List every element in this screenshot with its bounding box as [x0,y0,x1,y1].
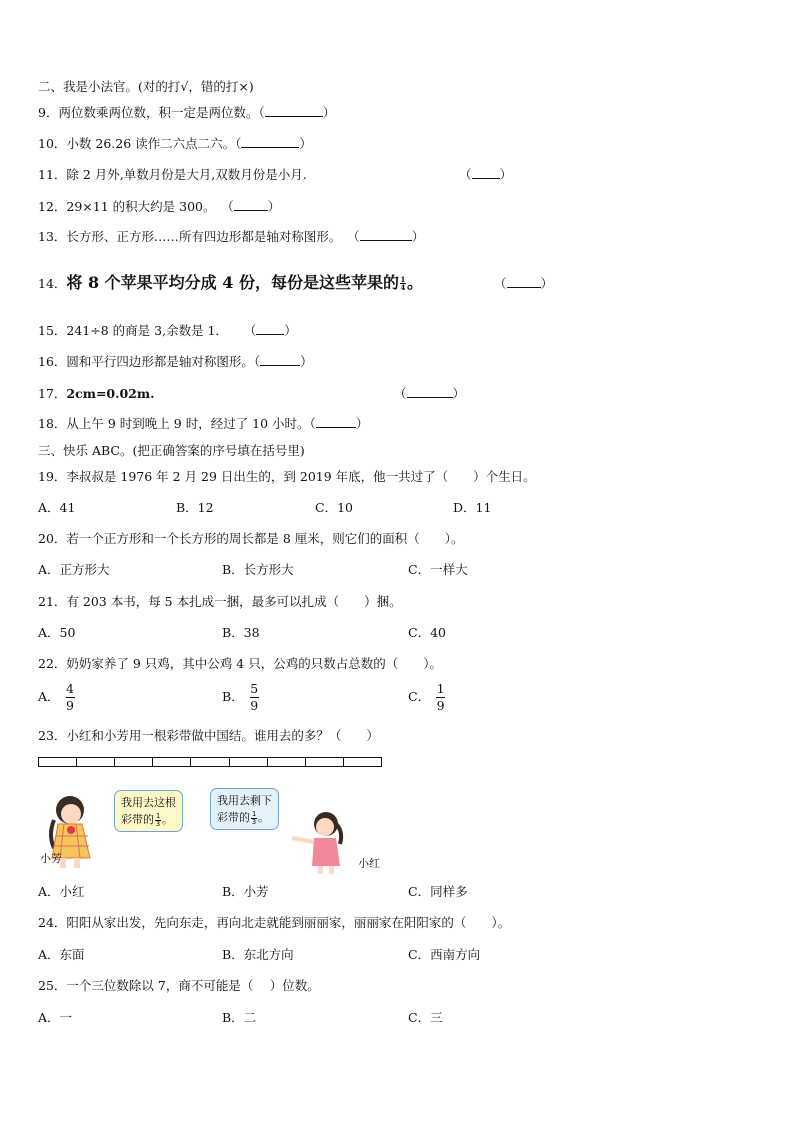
answer-blank[interactable] [265,116,323,117]
option-c[interactable]: C．同样多 [408,884,468,899]
question-19: 19．李叔叔是 1976 年 2 月 29 日出生的，到 2019 年底，他一共过了（ ）个生日。 [38,469,536,484]
question-number: 12． [38,199,67,214]
section-3-title: 三、快乐 ABC。(把正确答案的序号填在括号里) [38,443,305,458]
question-number: 10． [38,136,67,151]
question-text: 29×11 的积大约是 300。 [66,199,216,214]
fraction: $\frac{5}{9}$ [250,681,259,713]
question-number: 15． [38,323,67,338]
speech-bubble-left: 我用去这根 彩带的 $\frac{1}{3}$ 。 [114,790,183,832]
question-11 [38,167,307,183]
fraction: $\frac{1}{4}$ [400,275,406,292]
answer-blank[interactable] [256,334,284,335]
answer-blank[interactable] [241,147,299,148]
option-b[interactable]: B． $\frac{5}{9}$ [222,681,259,713]
question-text: 圆和平行四边形都是轴对称图形。（ [66,354,261,369]
question-15: 15．241÷8 的商是 3,余数是 1． （ ） [38,323,297,338]
question-number: 13． [38,229,67,244]
option-a[interactable]: A．50 [38,625,76,640]
option-c[interactable]: C．10 [315,500,353,515]
option-b[interactable]: B．二 [222,1010,257,1025]
girl-xiaohong-illustration [290,808,354,874]
question-9: 9．两位数乘两位数，积一定是两位数。（ ） [38,105,336,120]
option-a[interactable]: A． $\frac{4}{9}$ [38,681,74,713]
speech-bubble-right: 我用去剩下 彩带的 $\frac{1}{3}$ 。 [210,788,279,830]
question-number: 18． [38,416,67,431]
answer-blank[interactable] [316,427,356,428]
question-13: 13．长方形、正方形……所有四边形都是轴对称图形。 （ ） [38,229,425,244]
question-10: 10．小数 26.26 读作二六点二六。（ ） [38,136,312,151]
option-c[interactable]: C．三 [408,1010,443,1025]
option-b[interactable]: B．38 [222,625,260,640]
question-18: 18．从上午 9 时到晚上 9 时，经过了 10 小时。（ ） [38,416,369,431]
name-left: 小芳 [40,852,62,865]
answer-bracket[interactable]: （ ） [459,167,513,182]
question-number: 14． [38,276,67,291]
option-b[interactable]: B．12 [176,500,214,515]
name-right: 小红 [358,857,380,870]
question-text: 2cm=0.02m. [66,386,155,401]
question-number: 17． [38,386,67,401]
answer-blank[interactable] [260,365,300,366]
answer-bracket[interactable]: （ ） [494,276,554,291]
question-text: 长方形、正方形……所有四边形都是轴对称图形。 [66,229,342,244]
option-b[interactable]: B．东北方向 [222,947,294,962]
question-text: 除 2 月外,单数月份是大月,双数月份是小月. [66,167,307,182]
question-14: 14．将 8 个苹果平均分成 4 份，每份是这些苹果的 $\frac{1}{4}$ 。 [38,273,423,292]
option-a[interactable]: A．小红 [38,884,85,899]
option-d[interactable]: D．11 [453,500,492,515]
option-a[interactable]: A．正方形大 [38,562,110,577]
question-20: 20．若一个正方形和一个长方形的周长都是 8 厘米，则它们的面积（ ）。 [38,531,464,546]
answer-blank[interactable] [472,178,500,179]
option-c[interactable]: C．西南方向 [408,947,481,962]
answer-blank[interactable] [507,287,541,288]
option-b[interactable]: B．长方形大 [222,562,294,577]
question-text: 小数 26.26 读作二六点二六。（ [66,136,242,151]
question-25: 25．一个三位数除以 7，商不可能是（ ）位数。 [38,978,320,993]
question-22: 22．奶奶家养了 9 只鸡，其中公鸡 4 只，公鸡的只数占总数的（ ）。 [38,656,442,671]
question-text: 两位数乘两位数，积一定是两位数。（ [58,105,265,120]
fraction: $\frac{4}{9}$ [66,681,74,713]
option-b[interactable]: B．小芳 [222,884,269,899]
option-c[interactable]: C．一样大 [408,562,468,577]
question-number: 9． [38,105,59,120]
answer-blank[interactable] [234,210,268,211]
answer-bracket[interactable]: （ ） [394,386,466,401]
question-text: 241÷8 的商是 3,余数是 1． [66,323,228,338]
question-text: 从上午 9 时到晚上 9 时，经过了 10 小时。（ [66,416,316,431]
option-a[interactable]: A．东面 [38,947,85,962]
option-a[interactable]: A．41 [38,500,76,515]
fraction: $\frac{1}{9}$ [436,681,445,713]
question-number: 16． [38,354,67,369]
option-c[interactable]: C． $\frac{1}{9}$ [408,681,445,713]
answer-blank[interactable] [360,240,412,241]
question-17 [38,386,154,402]
ribbon-strip [38,757,382,767]
question-24: 24．阳阳从家出发，先向东走，再向北走就能到丽丽家，丽丽家在阳阳家的（ ）。 [38,915,511,930]
question-number: 11． [38,167,67,182]
question-21: 21．有 203 本书，每 5 本扎成一捆，最多可以扎成（ ）捆。 [38,594,402,609]
question-16: 16．圆和平行四边形都是轴对称图形。（ ） [38,354,313,369]
question-text: 将 8 个苹果平均分成 4 份，每份是这些苹果的 [66,273,399,292]
option-a[interactable]: A．一 [38,1010,73,1025]
option-c[interactable]: C．40 [408,625,446,640]
section-2-title: 二、我是小法官。(对的打√，错的打×) [38,79,254,94]
answer-blank[interactable] [407,397,453,398]
question-12: 12．29×11 的积大约是 300。 （ ） [38,199,281,214]
question-23: 23．小红和小芳用一根彩带做中国结。谁用去的多？（ ） [38,728,379,743]
